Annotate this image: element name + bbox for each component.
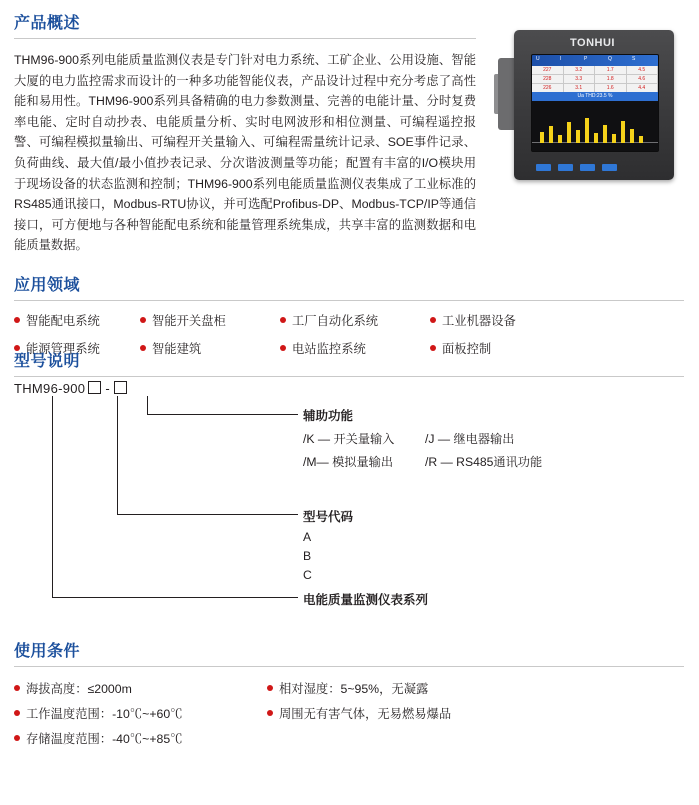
display-harmonics-chart — [532, 101, 658, 151]
device-button-3[interactable] — [580, 164, 595, 171]
device-brand-label: TONHUI — [570, 37, 615, 49]
display-grid-cell: 1.8 — [595, 75, 627, 84]
chart-bar — [630, 129, 634, 143]
application-item — [14, 311, 140, 329]
usage-item — [267, 679, 428, 697]
display-thd-label: Ua THD:23.5 % — [532, 92, 658, 101]
display-grid-cell: 228 — [532, 75, 564, 84]
aux-function-line-2-left: /M— 模拟量输出 — [303, 455, 394, 469]
display-grid-cell: 4.6 — [627, 75, 659, 84]
usage-item — [267, 704, 451, 722]
application-label: 能源管理系统 — [26, 342, 100, 356]
display-grid-cell: 1.7 — [595, 66, 627, 75]
section-title-overview: 产品概述 — [14, 15, 81, 32]
application-label: 智能配电系统 — [26, 314, 100, 328]
model-code-heading: 型号代码 — [303, 510, 354, 524]
aux-function-line-1-left: /K — 开关量输入 — [303, 432, 395, 446]
bullet-dot-icon — [14, 710, 20, 716]
device-button-1[interactable] — [536, 164, 551, 171]
model-code-box-1 — [88, 381, 101, 394]
display-top-cell: P — [584, 56, 588, 62]
chart-bar — [585, 118, 589, 143]
application-label: 工业机器设备 — [442, 314, 516, 328]
bullet-dot-icon — [267, 685, 273, 691]
model-code-dash: - — [105, 381, 110, 396]
series-heading: 电能质量监测仪表系列 — [303, 593, 429, 607]
display-top-cell: I — [560, 56, 562, 62]
model-description-section — [14, 348, 684, 607]
bullet-dot-icon — [430, 317, 436, 323]
divider-applications — [14, 300, 684, 301]
chart-bar — [540, 132, 544, 143]
usage-conditions-section — [14, 638, 684, 759]
display-grid-cell: 4.5 — [627, 66, 659, 75]
device-keypad — [536, 164, 617, 171]
bullet-dot-icon — [14, 685, 20, 691]
application-label: 智能开关盘柜 — [152, 314, 226, 328]
usage-item — [14, 704, 183, 722]
display-grid-cell: 226 — [532, 84, 564, 93]
usage-label: 周围无有害气体，无易燃易爆品 — [279, 707, 452, 721]
product-image — [492, 22, 688, 192]
leader-line-aux-horz — [147, 414, 298, 415]
chart-bar — [567, 122, 571, 143]
display-top-cell: Q — [608, 56, 612, 62]
display-grid-cell: 3.1 — [564, 84, 596, 93]
chart-bar — [612, 134, 616, 143]
application-label: 智能建筑 — [152, 342, 202, 356]
application-item — [430, 311, 516, 329]
application-label: 电站监控系统 — [292, 342, 366, 356]
device-button-2[interactable] — [558, 164, 573, 171]
application-item — [280, 311, 430, 329]
display-grid-cell: 3.3 — [564, 75, 596, 84]
divider-overview — [14, 38, 476, 39]
usage-items — [14, 679, 684, 759]
applications-row-1 — [14, 311, 684, 329]
chart-bar — [621, 121, 625, 143]
chart-bar — [594, 133, 598, 143]
section-title-applications: 应用领域 — [14, 277, 81, 294]
display-top-cell: U — [536, 56, 540, 62]
application-item — [140, 311, 280, 329]
usage-item — [14, 729, 183, 747]
aux-function-line-2-right: /R — RS485通讯功能 — [425, 455, 543, 469]
usage-label: 存储温度范围：-40℃~+85℃ — [26, 732, 183, 746]
display-top-bar — [532, 55, 658, 66]
applications-section — [14, 272, 684, 357]
model-code-option: C — [303, 568, 312, 582]
leader-line-series-vert — [52, 396, 53, 598]
divider-model — [14, 376, 684, 377]
bullet-dot-icon — [267, 710, 273, 716]
chart-bar — [639, 136, 643, 143]
model-code-box-2 — [114, 381, 127, 394]
section-title-model: 型号说明 — [14, 353, 81, 370]
display-grid-cell: 227 — [532, 66, 564, 75]
device-button-4[interactable] — [602, 164, 617, 171]
application-label: 面板控制 — [442, 342, 492, 356]
model-code-prefix: THM96-900 — [14, 381, 86, 396]
leader-line-code-vert — [117, 396, 118, 515]
display-grid-cell: 1.6 — [595, 84, 627, 93]
usage-label: 海拔高度：≤2000m — [26, 682, 132, 696]
product-overview-section — [14, 10, 476, 268]
bullet-dot-icon — [140, 317, 146, 323]
chart-bar — [549, 126, 553, 143]
device-display — [531, 54, 659, 152]
model-code-option: B — [303, 549, 312, 563]
chart-bar — [603, 125, 607, 143]
display-grid-cell: 3.2 — [564, 66, 596, 75]
model-code-option: A — [303, 530, 312, 544]
display-value-grid — [532, 66, 658, 92]
overview-body-text: THM96-900系列电能质量监测仪表是专门针对电力系统、工矿企业、公用设施、智能大厦的电力监控需求而设计的一种多功能智能仪表，产品设计过程中充分考虑了高性能和易用性。THM96-900系列具备精确的电力参数测量、完善的电能计量、分时复费率电能、定时自动抄表、电能质量分析、实时电网波形和相位测量、可编程遥控报警、可编程模拟量输出、可编程开关量输入、可编程需量统计记录、SOE事件记录、负荷曲线、最大值/最小值抄表记录、分次谐波测量等功能；配置有丰富的I/O模块用于现场设备的状态监测和控制；THM96-900系列电能质量监测仪表集成了工业标准的RS485通讯接口，Modbus-RTU协议，并可选配Profibus-DP、Modbus-TCP/IP等通信接口，可方便地与各种智能配电系统和能量管理系统集成，共享丰富的监测数据和电能质量数据。 — [14, 53, 476, 253]
chart-bar — [576, 130, 580, 143]
bullet-dot-icon — [14, 317, 20, 323]
display-grid-cell: 4.4 — [627, 84, 659, 93]
bullet-dot-icon — [280, 317, 286, 323]
usage-label: 工作温度范围：-10℃~+60℃ — [26, 707, 183, 721]
display-top-cell: S — [632, 56, 636, 62]
bullet-dot-icon — [14, 735, 20, 741]
section-title-usage: 使用条件 — [14, 643, 81, 660]
usage-item — [14, 679, 132, 697]
leader-line-series-horz — [52, 597, 298, 598]
divider-usage — [14, 666, 684, 667]
usage-label: 相对湿度：5~95%，无凝露 — [279, 682, 429, 696]
model-code — [14, 381, 130, 396]
application-label: 工厂自动化系统 — [292, 314, 379, 328]
aux-function-heading: 辅助功能 — [303, 409, 354, 423]
leader-line-code-horz — [117, 514, 298, 515]
device-body — [514, 30, 674, 180]
chart-bar — [558, 135, 562, 143]
leader-line-aux-vert — [147, 396, 148, 415]
aux-function-line-1-right: /J — 继电器输出 — [425, 432, 515, 446]
